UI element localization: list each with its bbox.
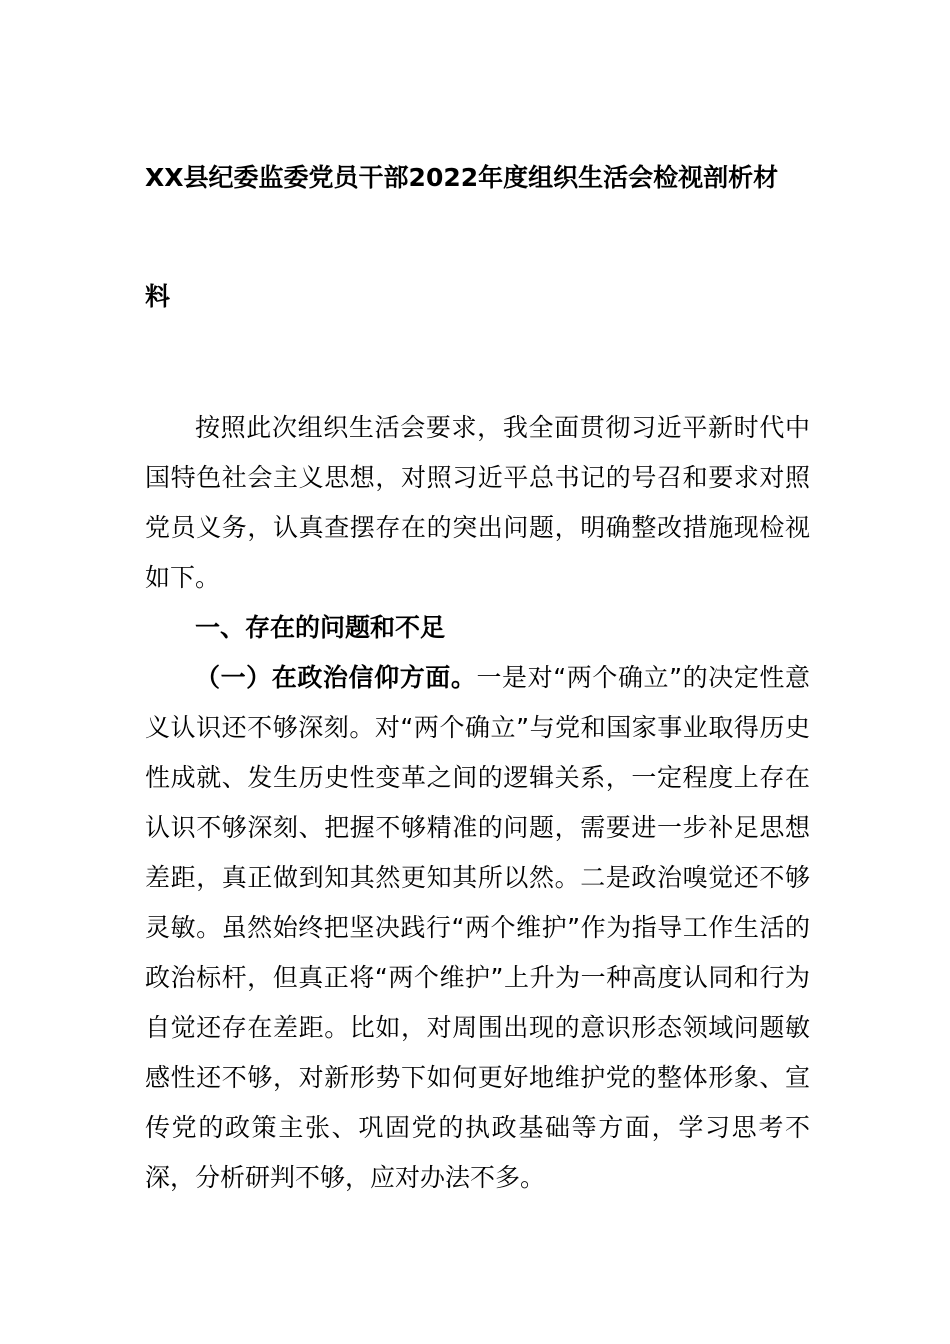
subsection-paragraph bbox=[145, 653, 810, 1203]
section-heading: 一、存在的问题和不足 bbox=[195, 613, 446, 642]
subsection-body: 一是对“两个确立”的决定性意义认识还不够深刻。对“两个确立”与党和国家事业取得历史性成就、发生历史性变革之间的逻辑关系，一定程度上存在认识不够深刻、把握不够精准的问题，需要进一步补足思想差距，真正做到知其然更知其所以然。二是政治嗅觉还不够灵敏。虽然始终把坚决践行“两个维护”作为指导工作生活的政治标杆，但真正将“两个维护”上升为一种高度认同和行为自觉还存在差距。比如，对周围出现的意识形态领域问题敏感性还不够，对新形势下如何更好地维护党的整体形象、宣传党的政策主张、巩固党的执政基础等方面，学习思考不深，分析研判不够，应对办法不多。 bbox=[145, 663, 810, 1192]
document-title-line-2: 料 bbox=[145, 282, 171, 311]
document-title-line-1: XX县纪委监委党员干部2022年度组织生活会检视剖析材 bbox=[145, 163, 779, 192]
subsection-heading: （一）在政治信仰方面。 bbox=[195, 663, 477, 692]
document-body bbox=[145, 403, 810, 1203]
intro-paragraph: 按照此次组织生活会要求，我全面贯彻习近平新时代中国特色社会主义思想，对照习近平总书记的号召和要求对照党员义务，认真查摆存在的突出问题，明确整改措施现检视如下。 bbox=[145, 413, 810, 592]
